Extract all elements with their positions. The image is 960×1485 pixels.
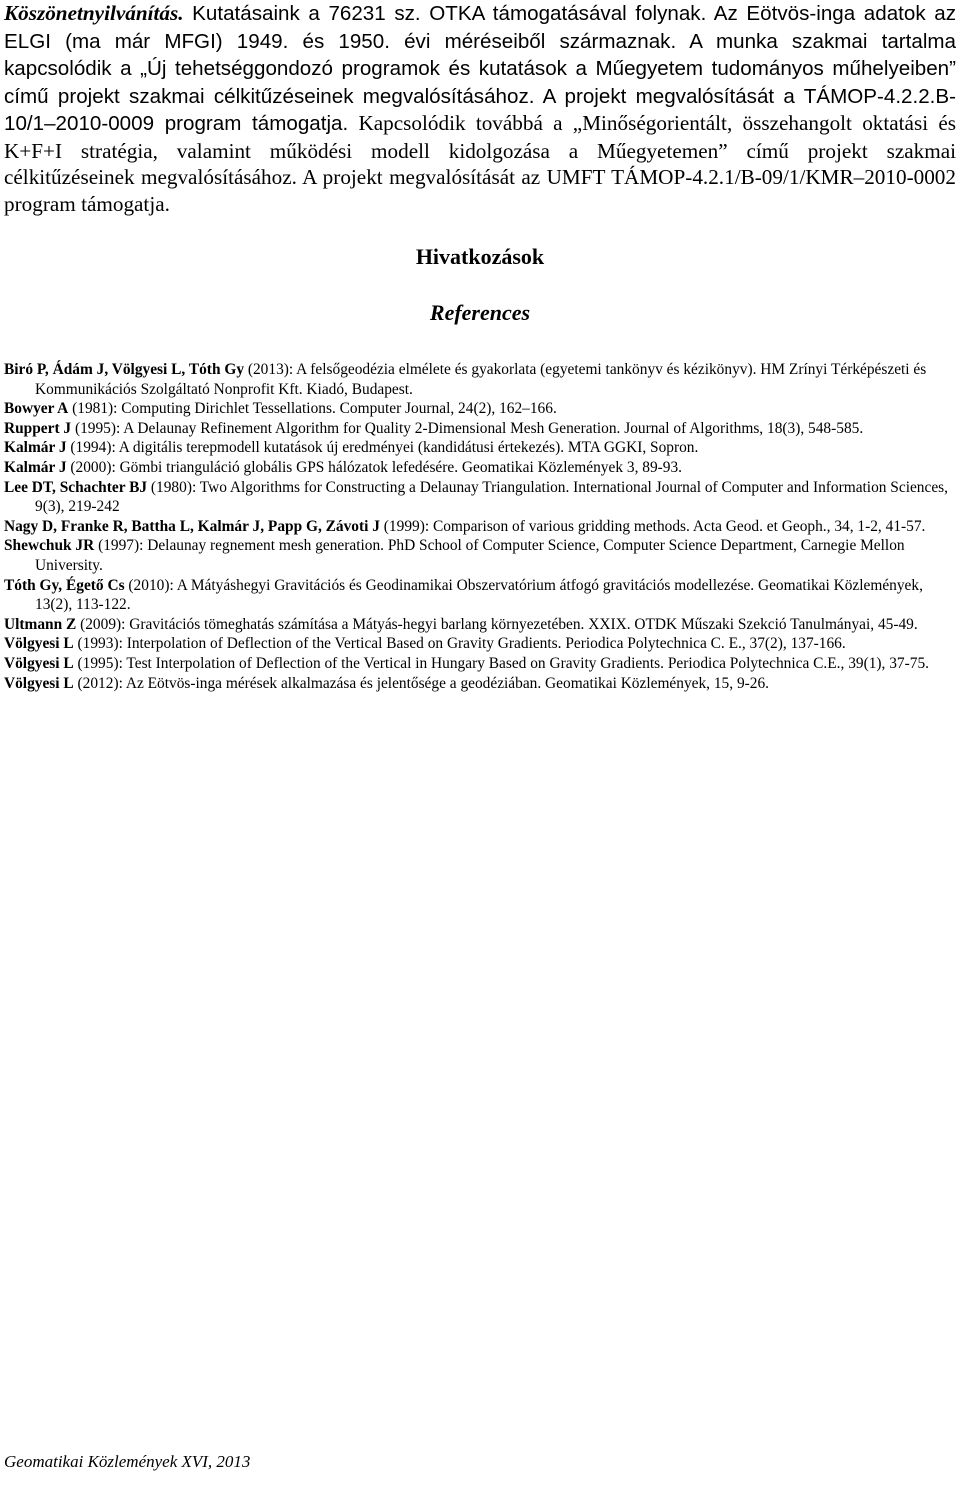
reference-details: (2000): Gömbi trianguláció globális GPS hálózatok lefedésére. Geomatikai Közlemények 3, 89-93.: [66, 458, 683, 476]
reference-item: [4, 438, 956, 458]
references-heading-hungarian: Hivatkozások: [415, 244, 545, 269]
reference-item: [4, 419, 956, 439]
reference-item: [4, 360, 956, 399]
reference-authors: Bowyer A: [4, 400, 69, 418]
reference-details: (1980): Two Algorithms for Constructing a Delaunay Triangulation. International Journal of Computer and Information Sciences, 9(3), 219-242: [35, 478, 949, 516]
reference-authors: Shewchuk JR: [4, 537, 95, 555]
acknowledgement-paragraph: [4, 0, 956, 217]
reference-item: [4, 674, 956, 694]
reference-details: (2013): A felsőgeodézia elmélete és gyakorlata (egyetemi tankönyv és kézikönyv). HM Zrínyi Térképészeti és Kommunikációs Szolgáltató Nonprofit Kft. Kiadó, Budapest.: [35, 361, 927, 398]
reference-authors: Ruppert J: [4, 419, 72, 437]
acknowledgement-lead: Köszönetnyilvánítás.: [4, 1, 184, 25]
reference-authors: Nagy D, Franke R, Battha L, Kalmár J, Papp G, Závoti J: [4, 517, 380, 535]
reference-authors: Ultmann Z: [4, 615, 77, 633]
reference-authors: Kalmár J: [4, 458, 67, 476]
reference-details: (1994): A digitális terepmodell kutatások új eredményei (kandidátusi értekezés). MTA GGKI, Sopron.: [66, 439, 699, 457]
reference-item: [4, 634, 956, 654]
reference-authors: Kalmár J: [4, 439, 67, 457]
reference-item: [4, 399, 956, 419]
reference-item: [4, 458, 956, 478]
reference-details: (1999): Comparison of various gridding methods. Acta Geod. et Geoph., 34, 1-2, 41-57.: [379, 517, 926, 535]
reference-authors: Völgyesi L: [4, 674, 74, 692]
document-page: [4, 0, 956, 1471]
reference-item: [4, 536, 956, 575]
reference-item: [4, 478, 956, 517]
reference-details: (1995): Test Interpolation of Deflection of the Vertical in Hungary Based on Gravity Gradients. Periodica Polytechnica C.E., 39(1), 37-75.: [73, 654, 929, 672]
reference-authors: Völgyesi L: [4, 654, 74, 672]
page-footer: Geomatikai Közlemények XVI, 2013: [4, 1452, 251, 1471]
acknowledgement-text-part-2: Kapcsolódik továbbá a „Minőségorientált, összehangolt oktatási és K+F+I stratégia, valamint működési modell kidolgozása a Műegyetemen” című projekt szakmai célkitűzéseinek megvalósításához. A projekt megvalósítását az UMFT TÁMOP-4.2.1/B-09/1/KMR–2010-0002 program támogatja.: [4, 111, 956, 216]
reference-details: (1993): Interpolation of Deflection of the Vertical Based on Gravity Gradients. Periodica Polytechnica C. E., 37(2), 137-166.: [73, 635, 846, 653]
reference-item: [4, 615, 956, 635]
acknowledgement-text-part-1: Kutatásaink a 76231 sz. OTKA támogatásával folynak. Az Eötvös-inga adatok az ELGI (ma már MFGI) 1949. és 1950. évi méréseiből származnak. A munka szakmai tartalma kapcsolódik a „Új tehetséggondozó programok és kutatások a Műegyetem tudományos műhelyeiben” című projekt szakmai célkitűzéseinek megvalósításához. A projekt megvalósítását a TÁMOP-4.2.2.B-10/1–2010-0009 program támogatja.: [4, 2, 956, 135]
reference-list: [4, 360, 956, 693]
reference-item: [4, 576, 956, 615]
reference-item: [4, 654, 956, 674]
reference-authors: Biró P, Ádám J, Völgyesi L, Tóth Gy: [4, 361, 245, 378]
reference-authors: Tóth Gy, Égető Cs: [4, 576, 125, 594]
reference-details: (2012): Az Eötvös-inga mérések alkalmazása és jelentősége a geodéziában. Geomatikai Közlemények, 15, 9-26.: [73, 674, 770, 692]
reference-details: (2010): A Mátyáshegyi Gravitációs és Geodinamikai Obszervatórium átfogó gravitációs modellezése. Geomatikai Közlemények, 13(2), 113-122.: [35, 576, 923, 614]
reference-authors: Völgyesi L: [4, 635, 74, 653]
reference-authors: Lee DT, Schachter BJ: [4, 478, 148, 496]
reference-details: (1981): Computing Dirichlet Tessellations. Computer Journal, 24(2), 162–166.: [68, 400, 557, 418]
reference-details: (2009): Gravitációs tömeghatás számítása a Mátyás-hegyi barlang környezetében. XXIX. OTDK Műszaki Szekció Tanulmányai, 45-49.: [76, 615, 918, 633]
reference-details: (1997): Delaunay regnement mesh generation. PhD School of Computer Science, Computer Science Department, Carnegie Mellon University.: [35, 537, 905, 574]
reference-details: (1995): A Delaunay Refinement Algorithm for Quality 2-Dimensional Mesh Generation. Journal of Algorithms, 18(3), 548-585.: [71, 419, 864, 437]
reference-item: [4, 517, 956, 537]
references-heading-english: References: [429, 300, 531, 325]
